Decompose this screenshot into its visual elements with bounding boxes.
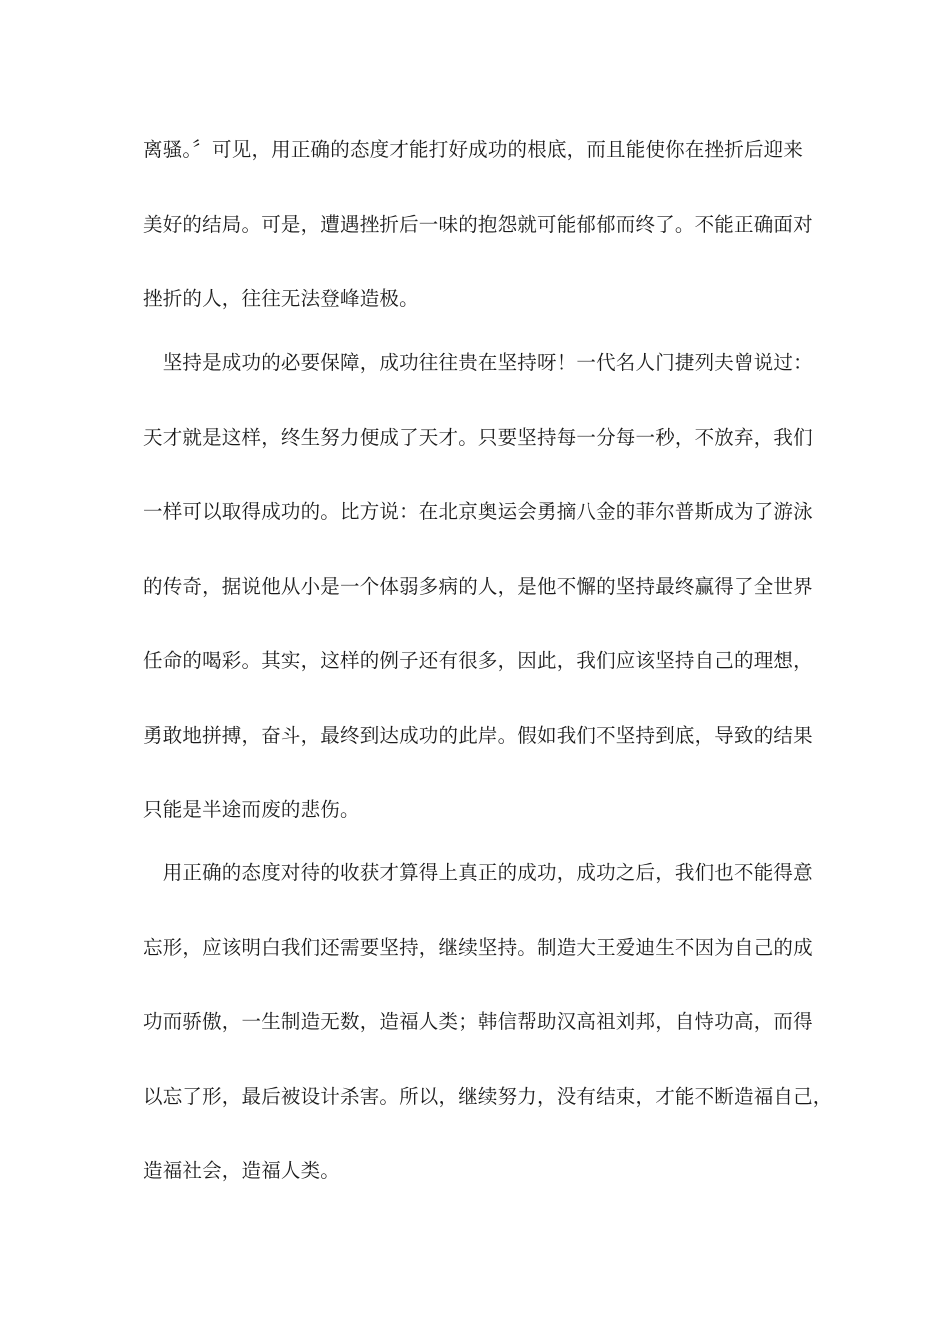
text-line: 功而骄傲，一生制造无数，造福人类；韩信帮助汉高祖刘邦，自恃功高，而得 xyxy=(143,1010,813,1033)
text-line: 美好的结局。可是，遭遇挫折后一味的抱怨就可能郁郁而终了。不能正确面对 xyxy=(143,213,813,236)
text-line: 任命的喝彩。其实，这样的例子还有很多，因此，我们应该坚持自己的理想， xyxy=(143,649,813,672)
text-line: 一样可以取得成功的。比方说：在北京奥运会勇摘八金的菲尔普斯成为了游泳 xyxy=(143,500,813,523)
text-line: 挫折的人，往往无法登峰造极。 xyxy=(143,287,419,310)
text-line: 以忘了形，最后被设计杀害。所以，继续努力，没有结束，才能不断造福自己， xyxy=(143,1085,833,1108)
paragraph-start-line: 坚持是成功的必要保障，成功往往贵在坚持呀！一代名人门捷列夫曾说过： xyxy=(143,351,813,374)
text-line: 天才就是这样，终生努力便成了天才。只要坚持每一分每一秒，不放弃，我们 xyxy=(143,426,813,449)
text-line: 离骚。〞可见，用正确的态度才能打好成功的根底，而且能使你在挫折后迎来 xyxy=(143,138,804,161)
text-line: 的传奇，据说他从小是一个体弱多病的人，是他不懈的坚持最终赢得了全世界 xyxy=(143,575,813,598)
text-line: 勇敢地拼搏，奋斗，最终到达成功的此岸。假如我们不坚持到底，导致的结果 xyxy=(143,724,813,747)
paragraph-start-line: 用正确的态度对待的收获才算得上真正的成功，成功之后，我们也不能得意 xyxy=(143,861,813,884)
text-line: 造福社会，造福人类。 xyxy=(143,1159,341,1182)
text-line: 只能是半途而废的悲伤。 xyxy=(143,798,360,821)
text-line: 忘形，应该明白我们还需要坚持，继续坚持。制造大王爱迪生不因为自己的成 xyxy=(143,936,813,959)
